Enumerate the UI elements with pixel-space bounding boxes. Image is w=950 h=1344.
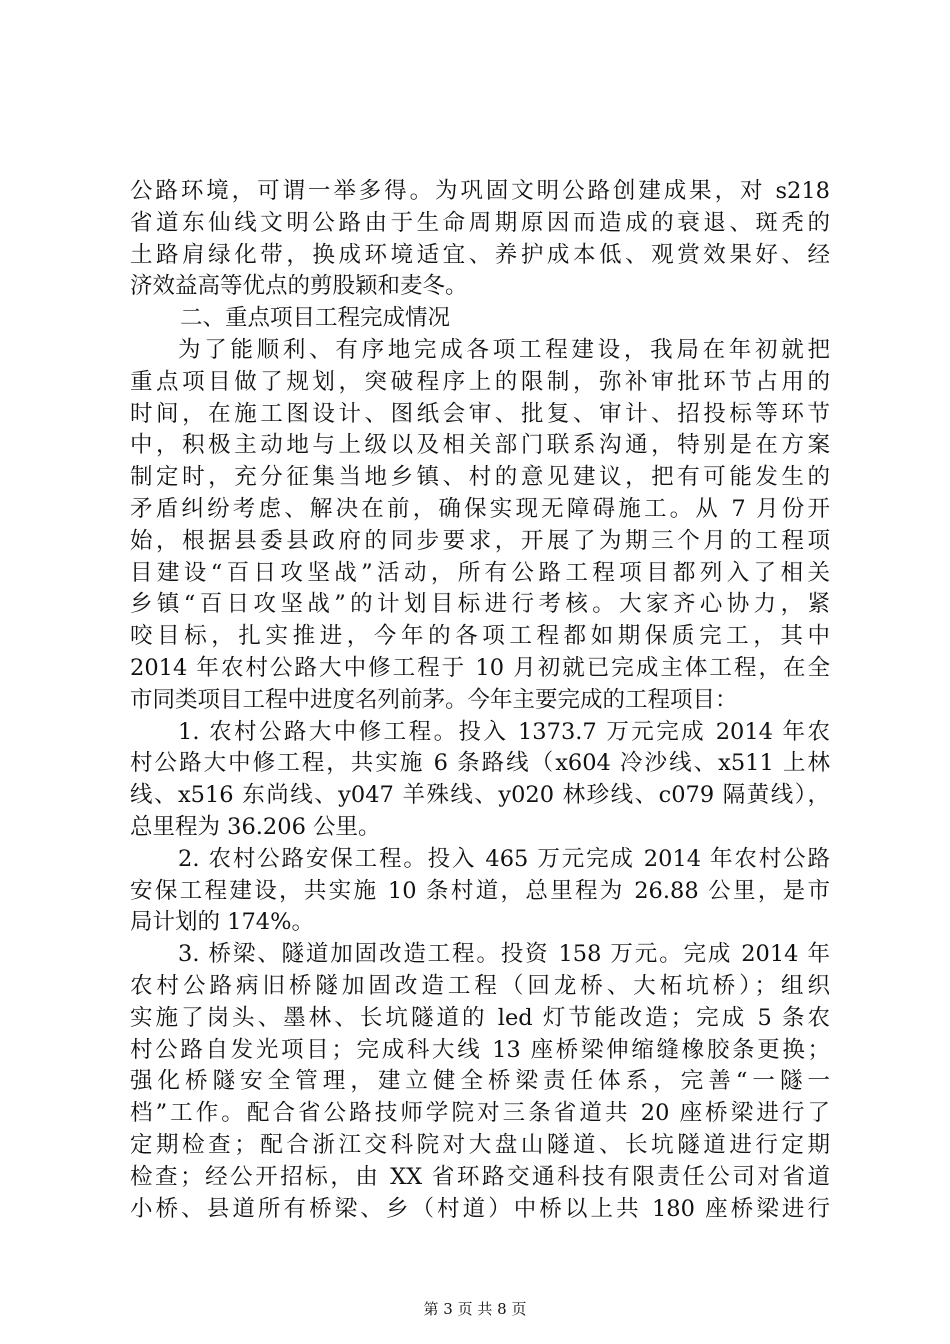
text-line: 小桥、县道所有桥梁、乡（村道）中桥以上共 180 座桥梁进行 xyxy=(130,1195,830,1222)
text-line: 咬目标，扎实推进，今年的各项工程都如期保质完工，其中 xyxy=(130,623,830,650)
text-line: 土路肩绿化带，换成环境适宜、养护成本低、观赏效果好、经 xyxy=(130,241,830,268)
text-line: 总里程为 36.206 公里。 xyxy=(130,813,381,840)
text-line: 局计划的 174%。 xyxy=(130,909,314,936)
text-line: 线、x516 东尚线、y047 羊殊线、y020 林珍线、c079 隔黄线）， xyxy=(130,782,830,809)
text-line: 公路环境，可谓一举多得。为巩固文明公路创建成果，对 s218 xyxy=(130,178,830,204)
text-line: 2014 年农村公路大中修工程于 10 月初就已完成主体工程，在全 xyxy=(130,654,830,681)
text-line: 2. 农村公路安保工程。投入 465 万元完成 2014 年农村公路 xyxy=(178,845,830,872)
text-line: 始，根据县委县政府的同步要求，开展了为期三个月的工程项 xyxy=(130,527,830,554)
text-line: 定期检查；配合浙江交科院对大盘山隧道、长坑隧道进行定期 xyxy=(130,1131,830,1158)
text-line: 农村公路病旧桥隧加固改造工程（回龙桥、大柘坑桥）；组织 xyxy=(130,972,830,999)
text-line: 3. 桥梁、隧道加固改造工程。投资 158 万元。完成 2014 年 xyxy=(178,941,830,968)
text-line: 济效益高等优点的剪股颖和麦冬。 xyxy=(130,273,468,300)
text-line: 中，积极主动地与上级以及相关部门联系沟通，特别是在方案 xyxy=(130,432,830,459)
text-line: 村公路自发光项目；完成科大线 13 座桥梁伸缩缝橡胶条更换； xyxy=(130,1036,830,1063)
text-line: 市同类项目工程中进度名列前茅。今年主要完成的工程项目： xyxy=(130,686,738,713)
text-line: 1. 农村公路大中修工程。投入 1373.7 万元完成 2014 年农 xyxy=(178,718,830,745)
text-line: 档”工作。配合省公路技师学院对三条省道共 20 座桥梁进行了 xyxy=(130,1100,830,1127)
text-line: 省道东仙线文明公路由于生命周期原因而造成的衰退、斑秃的 xyxy=(130,209,830,236)
list-item-bridge-tunnel xyxy=(130,939,830,1225)
text-line: 乡镇“百日攻坚战”的计划目标进行考核。大家齐心协力，紧 xyxy=(130,591,830,618)
section-heading xyxy=(130,303,830,335)
text-line: 目建设“百日攻坚战”活动，所有公路工程项目都列入了相关 xyxy=(130,559,830,586)
text-line: 时间，在施工图设计、图纸会审、批复、审计、招投标等环节 xyxy=(130,400,830,427)
paragraph-continuation xyxy=(130,176,830,303)
document-body xyxy=(130,176,830,1225)
paragraph-key-projects xyxy=(130,335,830,717)
text-line: 为了能顺利、有序地完成各项工程建设，我局在年初就把 xyxy=(178,336,830,363)
text-line: 实施了岗头、墨林、长坑隧道的 led 灯节能改造；完成 5 条农 xyxy=(130,1004,830,1031)
text-line: 矛盾纠纷考虑、解决在前，确保实现无障碍施工。从 7 月份开 xyxy=(130,495,830,522)
page-number-footer: 第 3 页 共 8 页 xyxy=(423,1300,527,1318)
text-line: 安保工程建设，共实施 10 条村道，总里程为 26.88 公里，是市 xyxy=(130,877,830,904)
list-item-safety-project xyxy=(130,844,830,939)
text-line: 村公路大中修工程，共实施 6 条路线（x604 冷沙线、x511 上林 xyxy=(130,750,830,777)
text-line: 检查；经公开招标，由 XX 省环路交通科技有限责任公司对省道 xyxy=(130,1163,830,1190)
text-line: 重点项目做了规划，突破程序上的限制，弥补审批环节占用的 xyxy=(130,368,830,395)
section-heading-text: 二、重点项目工程完成情况 xyxy=(180,305,451,332)
text-line: 制定时，充分征集当地乡镇、村的意见建议，把有可能发生的 xyxy=(130,464,830,491)
text-line: 强化桥隧安全管理，建立健全桥梁责任体系，完善“一隧一 xyxy=(130,1068,830,1095)
list-item-rural-road-repair xyxy=(130,717,830,844)
